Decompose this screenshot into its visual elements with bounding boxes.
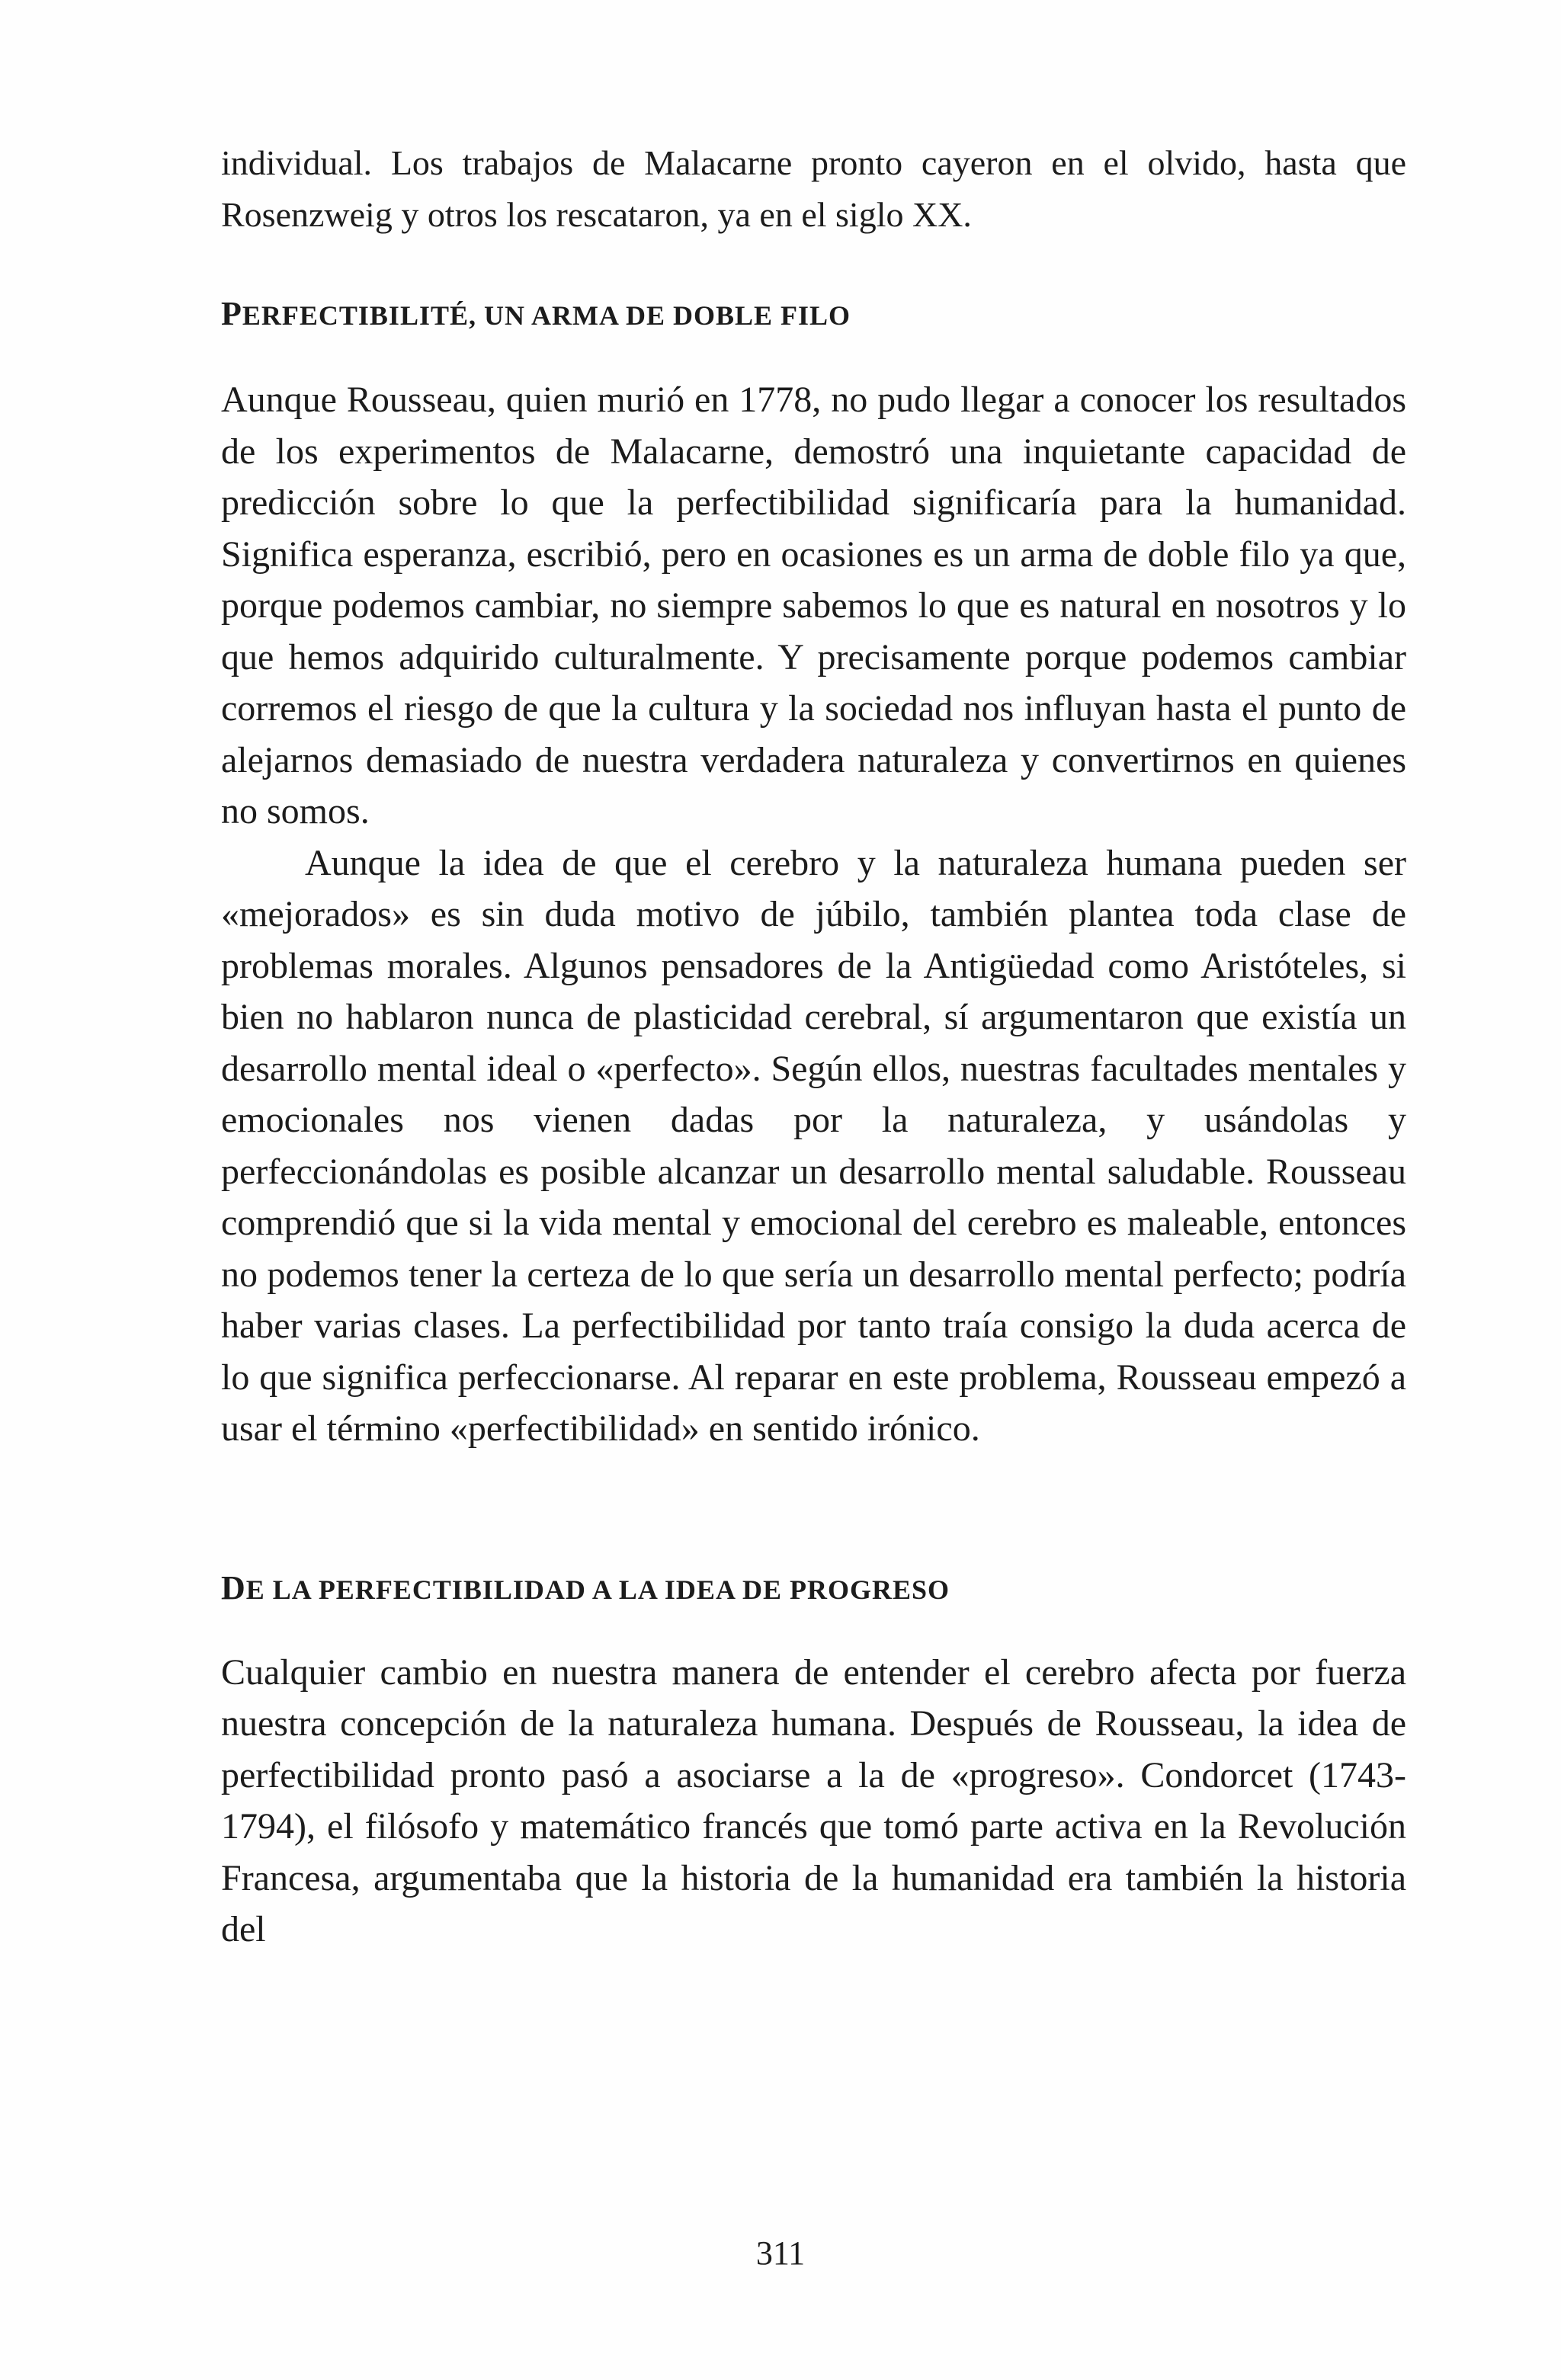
page-number: 311 — [755, 2234, 806, 2272]
section-heading-perfectibilite — [221, 295, 1406, 335]
body-paragraph: Aunque Rousseau, quien murió en 1778, no pudo llegar a conocer los resultados de los experimentos de Malacarne, demostró una inquietante capacidad de predicción sobre lo que la perfectibilidad significaría para la humanidad. Significa esperanza, escribió, pero en ocasiones es un arma de doble filo ya que, porque podemos cambiar, no siempre sabemos lo que es natural en nosotros y lo que hemos adquirido culturalmente. Y precisamente porque podemos cambiar corremos el riesgo de que la cultura y la sociedad nos influyan hasta el punto de alejarnos demasiado de nuestra verdadera naturaleza y convertirnos en quienes no somos. — [221, 380, 1406, 831]
page-body — [221, 137, 1406, 1956]
section-heading-progreso — [221, 1569, 1406, 1609]
body-paragraph: Cualquier cambio en nuestra manera de entender el cerebro afecta por fuerza nuestra concepción de la naturaleza humana. Después de Rousseau, la idea de perfectibilidad pronto pasó a asociarse a la de «progreso». Condorcet (1743-1794), el filósofo y matemático francés que tomó parte activa en la Revolución Francesa, argumentaba que la historia de la humanidad era también la historia del — [221, 1651, 1406, 1949]
heading-rest: ERFECTIBILITÉ, UN ARMA DE DOBLE FILO — [242, 300, 851, 331]
body-paragraph: Aunque la idea de que el cerebro y la naturaleza humana pueden ser «mejorados» es sin duda motivo de júbilo, también plantea toda clase de problemas morales. Algunos pensadores de la Antigüedad como Aristóteles, si bien no hablaron nunca de plasticidad cerebral, sí argumentaron que existía un desarrollo mental ideal o «perfecto». Según ellos, nuestras facultades mentales y emocionales nos vienen dadas por la naturaleza, y usándolas y perfeccionándolas es posible alcanzar un desarrollo mental saludable. Rousseau comprendió que si la vida mental y emocional del cerebro es maleable, entonces no podemos tener la certeza de lo que sería un desarrollo mental perfecto; podría haber varias clases. La perfectibilidad por tanto traía consigo la duda acerca de lo que significa perfeccionarse. Al reparar en este problema, Rousseau empezó a usar el término «perfectibilidad» en sentido irónico. — [221, 842, 1406, 1449]
heading-rest: E LA PERFECTIBILIDAD A LA IDEA DE PROGRESO — [245, 1574, 950, 1605]
heading-initial: D — [221, 1568, 246, 1606]
opening-paragraph: individual. Los trabajos de Malacarne pronto cayeron en el olvido, hasta que Rosenzweig y otros los rescataron, ya en el siglo XX. — [221, 143, 1406, 234]
heading-initial: P — [221, 295, 242, 332]
